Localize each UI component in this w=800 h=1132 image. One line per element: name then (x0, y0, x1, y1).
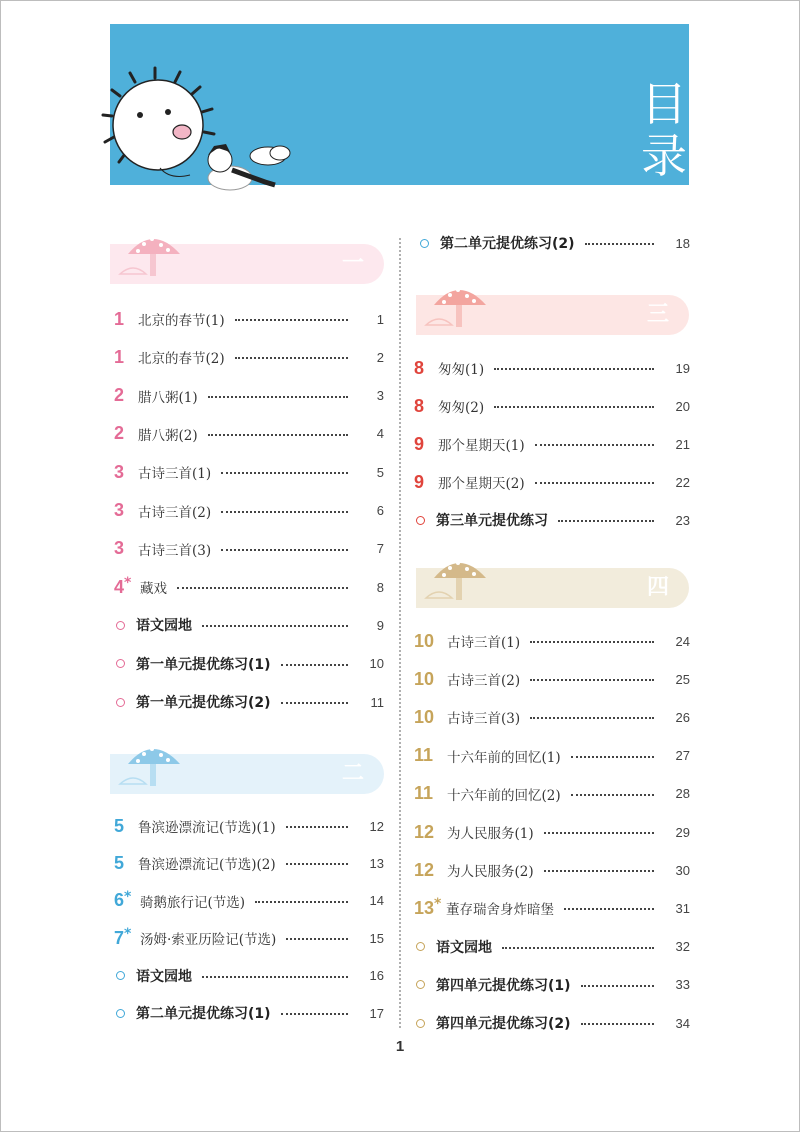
lesson-number: 5 (114, 815, 125, 836)
page-ref: 26 (675, 709, 690, 725)
lesson-number: 7 (114, 927, 125, 948)
page-ref: 12 (369, 818, 384, 834)
page-ref: 3 (376, 388, 384, 404)
page-ref: 18 (675, 235, 690, 251)
toc-entry[interactable] (114, 652, 384, 676)
page-ref: 25 (675, 671, 690, 687)
page-ref: 31 (675, 900, 690, 916)
toc-entry[interactable] (114, 690, 384, 714)
page-ref: 34 (675, 1015, 690, 1031)
lesson-number: 3 (114, 538, 125, 559)
page-ref: 8 (376, 579, 384, 595)
lesson-number: 13 (414, 897, 435, 918)
entry-title: 古诗三首(2) (447, 673, 521, 690)
toc-entry[interactable] (414, 1011, 690, 1035)
dot-leader (208, 396, 348, 398)
toc-entry[interactable] (414, 667, 690, 691)
title-char-2: 录 (641, 129, 687, 183)
entry-title: 语文园地 (436, 939, 492, 956)
lesson-number: 1 (114, 308, 125, 329)
dot-leader (281, 664, 348, 666)
entry-title: 第一单元提优练习(2) (136, 695, 271, 711)
lesson-number: 9 (414, 433, 425, 454)
lesson-number: 9 (414, 471, 425, 492)
page-ref: 29 (675, 824, 690, 840)
page-ref: 7 (376, 541, 384, 557)
toc-entry[interactable] (114, 851, 384, 875)
unit4-label: 四 (646, 575, 669, 600)
dot-leader (544, 870, 654, 872)
optional-star: * (434, 896, 442, 913)
dot-leader (585, 243, 654, 245)
dot-leader (281, 1013, 348, 1015)
lesson-number: 8 (414, 357, 425, 378)
optional-star: * (124, 926, 132, 943)
entry-title: 为人民服务(2) (447, 864, 534, 881)
dot-leader (286, 938, 348, 940)
entry-title: 骑鹅旅行记(节选) (140, 894, 246, 911)
toc-entry[interactable] (114, 384, 384, 408)
dot-leader (235, 357, 348, 359)
toc-entry[interactable] (418, 231, 690, 255)
page-ref: 16 (369, 968, 384, 984)
dot-leader (581, 1023, 654, 1025)
dot-leader (535, 482, 654, 484)
toc-entry[interactable] (114, 499, 384, 523)
circle-bullet-icon (420, 239, 429, 248)
lesson-number: 5 (114, 852, 125, 873)
lesson-number: 3 (114, 500, 125, 520)
circle-bullet-icon (116, 659, 125, 668)
mushroom-icon (424, 279, 494, 333)
page-ref: 6 (376, 503, 384, 518)
page-ref: 27 (675, 748, 690, 764)
page-ref: 21 (675, 436, 690, 452)
toc-entry[interactable] (414, 858, 690, 882)
toc-entry[interactable] (414, 356, 690, 380)
entry-title: 第二单元提优练习(1) (136, 1006, 271, 1022)
page-ref: 32 (675, 939, 690, 955)
optional-star: * (124, 888, 132, 905)
lesson-number: 3 (114, 461, 125, 482)
column-divider (399, 238, 401, 1028)
optional-star: * (124, 575, 132, 592)
entry-title: 那个星期天(2) (438, 476, 525, 492)
page-ref: 14 (369, 893, 384, 909)
page-ref: 33 (675, 977, 690, 993)
dot-leader (530, 641, 654, 643)
entry-title: 古诗三首(3) (447, 711, 521, 728)
lesson-number: 11 (414, 783, 434, 804)
dot-leader (221, 549, 348, 551)
mushroom-icon (118, 738, 188, 792)
entry-title: 古诗三首(2) (138, 504, 212, 521)
circle-bullet-icon (116, 1009, 125, 1018)
entry-title: 古诗三首(1) (447, 635, 521, 651)
toc-entry[interactable] (114, 307, 384, 331)
toc-entry[interactable] (414, 432, 690, 456)
toc-entry[interactable] (114, 422, 384, 446)
dot-leader (286, 826, 348, 828)
dot-leader (564, 908, 654, 910)
dot-leader (221, 472, 348, 474)
page-ref: 11 (370, 694, 384, 710)
entry-title: 腊八粥(1) (138, 389, 198, 406)
toc-entry[interactable] (114, 460, 384, 484)
lesson-number: 11 (414, 745, 434, 766)
toc-entry[interactable] (414, 508, 690, 532)
entry-title: 第四单元提优练习(2) (436, 1016, 571, 1032)
entry-title: 为人民服务(1) (447, 826, 534, 842)
page-ref: 28 (675, 786, 690, 802)
circle-bullet-icon (416, 980, 425, 989)
toc-entry[interactable] (414, 470, 690, 494)
toc-entry[interactable] (114, 613, 384, 637)
page-ref: 19 (675, 360, 690, 376)
dot-leader (571, 794, 654, 796)
entry-title: 十六年前的回忆(2) (447, 787, 561, 804)
circle-bullet-icon (416, 1019, 425, 1028)
entry-title: 北京的春节(1) (138, 313, 225, 329)
dot-leader (535, 444, 654, 446)
circle-bullet-icon (116, 621, 125, 630)
page-ref: 10 (369, 656, 384, 672)
toc-entry[interactable] (414, 629, 690, 653)
entry-title: 北京的春节(2) (138, 351, 225, 368)
lesson-number: 10 (414, 706, 435, 727)
circle-bullet-icon (416, 942, 425, 951)
toc-entry[interactable] (414, 820, 690, 844)
lesson-number: 10 (414, 630, 435, 651)
entry-title: 古诗三首(3) (138, 542, 212, 559)
lesson-number: 8 (414, 395, 425, 416)
page-ref: 13 (369, 855, 384, 871)
entry-title: 那个星期天(1) (438, 438, 525, 454)
entry-title: 腊八粥(2) (138, 427, 198, 444)
entry-title: 第二单元提优练习(2) (440, 236, 575, 252)
dot-leader (502, 947, 654, 949)
page-ref: 2 (376, 349, 384, 365)
dot-leader (202, 976, 348, 978)
dot-leader (177, 587, 348, 589)
toc-entry[interactable] (114, 964, 384, 988)
dot-leader (530, 679, 654, 681)
lesson-number: 10 (414, 668, 435, 689)
toc-entry[interactable] (414, 973, 690, 997)
mushroom-icon (424, 552, 494, 606)
dot-leader (286, 863, 348, 865)
toc-entry[interactable] (114, 575, 384, 599)
dot-leader (281, 702, 348, 704)
entry-title: 语文园地 (136, 618, 192, 635)
unit1-label: 一 (341, 251, 364, 276)
dot-leader (571, 756, 654, 758)
lesson-number: 4 (114, 576, 125, 597)
entry-title: 匆匆(2) (438, 400, 485, 416)
toc-entry[interactable] (414, 896, 690, 920)
toc-entry[interactable] (414, 782, 690, 806)
page-ref: 5 (376, 464, 384, 480)
unit2-label: 二 (341, 761, 364, 786)
toc-entry[interactable] (114, 1001, 384, 1025)
lesson-number: 2 (114, 385, 125, 406)
page-ref: 4 (376, 426, 384, 442)
page-ref: 1 (376, 311, 384, 327)
title-char-1: 目 (641, 77, 687, 131)
toc-entry[interactable] (114, 814, 384, 838)
dot-leader (235, 319, 348, 321)
page-number: 1 (395, 1038, 405, 1055)
dot-leader (544, 832, 654, 834)
sun-kite-illustration (100, 60, 300, 210)
page-ref: 30 (675, 862, 690, 878)
entry-title: 藏戏 (140, 581, 167, 598)
toc-entry[interactable] (114, 889, 384, 913)
entry-title: 匆匆(1) (438, 362, 485, 378)
lesson-number: 6 (114, 890, 125, 911)
page-ref: 22 (675, 474, 690, 490)
toc-entry[interactable] (414, 394, 690, 418)
entry-title: 鲁滨逊漂流记(节选)(2) (138, 857, 276, 874)
unit3-label: 三 (646, 302, 669, 327)
entry-title: 汤姆·索亚历险记(节选) (140, 932, 277, 949)
dot-leader (530, 717, 654, 719)
dot-leader (208, 434, 348, 436)
circle-bullet-icon (116, 971, 125, 980)
dot-leader (202, 625, 348, 627)
page-ref: 17 (369, 1005, 384, 1021)
lesson-number: 2 (114, 423, 125, 444)
toc-entry[interactable] (114, 537, 384, 561)
page-ref: 15 (369, 930, 384, 946)
page-ref: 23 (675, 512, 690, 528)
toc-entry[interactable] (114, 345, 384, 369)
toc-entry[interactable] (414, 705, 690, 729)
entry-title: 董存瑞舍身炸暗堡 (446, 902, 554, 919)
page-title (638, 78, 690, 182)
circle-bullet-icon (416, 516, 425, 525)
dot-leader (558, 520, 654, 522)
lesson-number: 12 (414, 859, 435, 880)
dot-leader (255, 901, 348, 903)
entry-title: 十六年前的回忆(1) (447, 749, 561, 766)
toc-entry[interactable] (114, 926, 384, 950)
entry-title: 鲁滨逊漂流记(节选)(1) (138, 820, 276, 836)
mushroom-icon (118, 228, 188, 282)
entry-title: 语文园地 (136, 968, 192, 985)
lesson-number: 1 (114, 346, 125, 367)
entry-title: 第四单元提优练习(1) (436, 977, 571, 994)
toc-entry[interactable] (414, 744, 690, 768)
page-ref: 20 (675, 398, 690, 414)
circle-bullet-icon (116, 698, 125, 707)
dot-leader (494, 368, 654, 370)
dot-leader (221, 511, 348, 513)
entry-title: 古诗三首(1) (138, 466, 212, 483)
dot-leader (494, 406, 654, 408)
lesson-number: 12 (414, 821, 435, 842)
entry-title: 第三单元提优练习 (436, 513, 548, 529)
toc-entry[interactable] (414, 935, 690, 959)
dot-leader (581, 985, 654, 987)
entry-title: 第一单元提优练习(1) (136, 656, 271, 673)
page-ref: 24 (675, 633, 690, 649)
page-ref: 9 (376, 617, 384, 633)
